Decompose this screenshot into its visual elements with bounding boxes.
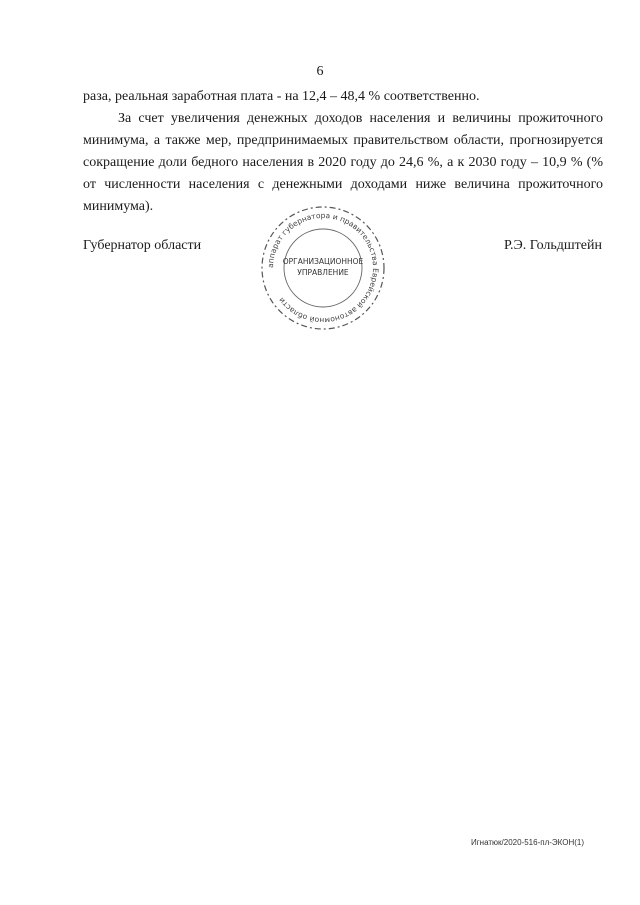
body-text <box>83 86 603 218</box>
official-seal <box>258 206 388 331</box>
signatory-title: Губернатор области <box>83 238 202 253</box>
seal-ring-text: аппарат губернатора и правительства Еврейской автономной области <box>265 210 381 326</box>
signatory-name: Р.Э. Гольдштейн <box>503 238 602 253</box>
seal-center-line-2: УПРАВЛЕНИЕ <box>297 268 349 277</box>
paragraph-poverty-forecast: За счет увеличения денежных доходов населения и величины прожиточного минимума, а также мер, предпринимаемых правительством области, прогнозируется сокращение доли бедного населения в 2020 году до 24,6 %, а к 2030 году – 10,9 % (% от численности населения с денежными доходами ниже величина прожиточного минимума). <box>83 111 603 214</box>
document-code: Игнатюк/2020-516-пл-ЭКОН(1) <box>471 838 584 847</box>
seal-center-line-1: ОРГАНИЗАЦИОННОЕ <box>282 257 364 266</box>
paragraph-continuation: раза, реальная заработная плата - на 12,4 – 48,4 % соответственно. <box>83 89 480 104</box>
page-number: 6 <box>316 64 324 79</box>
